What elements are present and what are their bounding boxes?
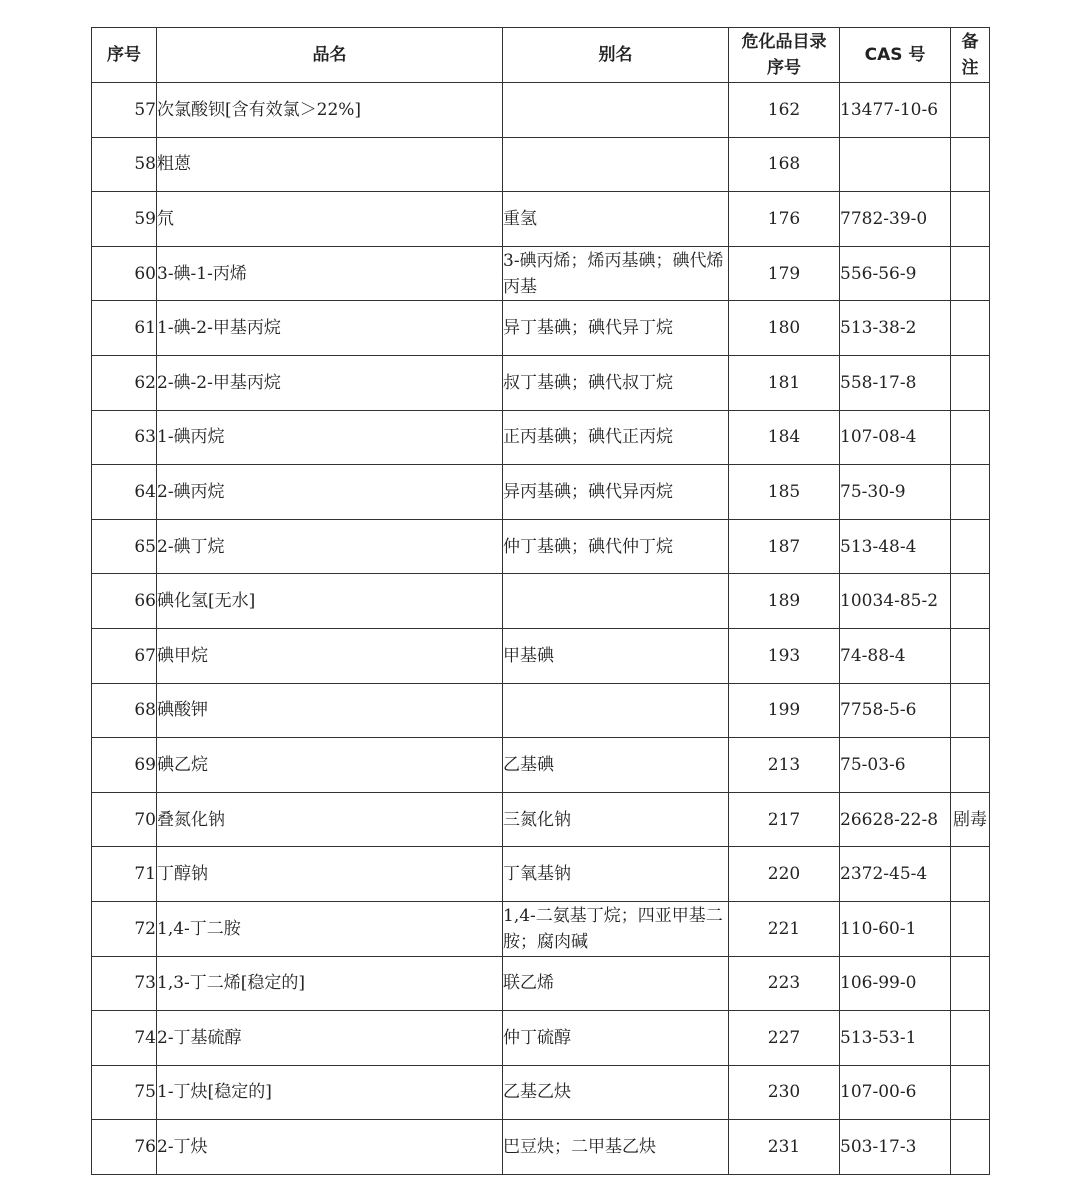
cell-catalog: 176 [729, 192, 840, 247]
cell-cas: 75-03-6 [840, 738, 951, 793]
cell-alias: 仲丁硫醇 [503, 1011, 729, 1066]
cell-seq: 67 [92, 628, 157, 683]
cell-name: 2-丁炔 [157, 1120, 503, 1175]
cell-seq: 66 [92, 574, 157, 629]
cell-alias [503, 683, 729, 738]
cell-seq: 63 [92, 410, 157, 465]
table-row [92, 1120, 990, 1175]
table-row [92, 847, 990, 902]
cell-seq: 70 [92, 792, 157, 847]
cell-note [951, 301, 990, 356]
cell-catalog: 179 [729, 246, 840, 301]
cell-cas: 26628-22-8 [840, 792, 951, 847]
cell-catalog: 223 [729, 956, 840, 1011]
cell-catalog: 231 [729, 1120, 840, 1175]
cell-seq: 72 [92, 901, 157, 956]
cell-seq: 64 [92, 465, 157, 520]
cell-alias: 甲基碘 [503, 628, 729, 683]
cell-cas: 556-56-9 [840, 246, 951, 301]
header-catalog-line1: 危化品目录 [741, 32, 827, 52]
cell-note [951, 192, 990, 247]
header-note-line2: 注 [961, 58, 979, 78]
cell-catalog: 187 [729, 519, 840, 574]
cell-catalog: 168 [729, 137, 840, 192]
table-row [92, 1011, 990, 1066]
cell-catalog: 181 [729, 355, 840, 410]
cell-note [951, 738, 990, 793]
cell-note [951, 83, 990, 138]
table-row [92, 628, 990, 683]
cell-seq: 60 [92, 246, 157, 301]
cell-seq: 69 [92, 738, 157, 793]
table-row [92, 192, 990, 247]
cell-note [951, 519, 990, 574]
cell-seq: 57 [92, 83, 157, 138]
cell-name: 粗蒽 [157, 137, 503, 192]
chemical-table [91, 27, 990, 1175]
cell-cas: 513-53-1 [840, 1011, 951, 1066]
table-row [92, 83, 990, 138]
cell-name: 3-碘-1-丙烯 [157, 246, 503, 301]
cell-catalog: 220 [729, 847, 840, 902]
header-note-line1: 备 [961, 32, 979, 52]
cell-catalog: 217 [729, 792, 840, 847]
cell-cas: 513-48-4 [840, 519, 951, 574]
cell-cas [840, 137, 951, 192]
cell-cas: 10034-85-2 [840, 574, 951, 629]
cell-alias: 丁氧基钠 [503, 847, 729, 902]
cell-alias: 叔丁基碘；碘代叔丁烷 [503, 355, 729, 410]
cell-alias: 三氮化钠 [503, 792, 729, 847]
cell-alias: 3-碘丙烯；烯丙基碘；碘代烯丙基 [503, 246, 729, 301]
header-cas: CAS 号 [840, 28, 951, 83]
cell-alias: 联乙烯 [503, 956, 729, 1011]
header-catalog [729, 28, 840, 83]
cell-catalog: 162 [729, 83, 840, 138]
cell-alias: 异丙基碘；碘代异丙烷 [503, 465, 729, 520]
cell-cas: 7758-5-6 [840, 683, 951, 738]
cell-note [951, 628, 990, 683]
table-row [92, 137, 990, 192]
header-name: 品名 [157, 28, 503, 83]
cell-catalog: 185 [729, 465, 840, 520]
header-note [951, 28, 990, 83]
cell-cas: 75-30-9 [840, 465, 951, 520]
cell-cas: 7782-39-0 [840, 192, 951, 247]
cell-cas: 107-08-4 [840, 410, 951, 465]
table-row [92, 355, 990, 410]
cell-name: 1-碘丙烷 [157, 410, 503, 465]
cell-name: 1,4-丁二胺 [157, 901, 503, 956]
cell-name: 碘甲烷 [157, 628, 503, 683]
cell-cas: 107-00-6 [840, 1065, 951, 1120]
table-row [92, 683, 990, 738]
cell-note [951, 1120, 990, 1175]
cell-cas: 2372-45-4 [840, 847, 951, 902]
table-row [92, 792, 990, 847]
table-row [92, 901, 990, 956]
cell-name: 1-丁炔[稳定的] [157, 1065, 503, 1120]
cell-note [951, 683, 990, 738]
cell-seq: 76 [92, 1120, 157, 1175]
cell-name: 氘 [157, 192, 503, 247]
header-alias: 别名 [503, 28, 729, 83]
cell-catalog: 193 [729, 628, 840, 683]
table-row [92, 301, 990, 356]
cell-seq: 74 [92, 1011, 157, 1066]
cell-alias: 仲丁基碘；碘代仲丁烷 [503, 519, 729, 574]
cell-seq: 58 [92, 137, 157, 192]
cell-catalog: 199 [729, 683, 840, 738]
cell-name: 丁醇钠 [157, 847, 503, 902]
cell-name: 2-丁基硫醇 [157, 1011, 503, 1066]
cell-name: 碘酸钾 [157, 683, 503, 738]
cell-note-toxic: 剧毒 [951, 792, 990, 847]
table-row [92, 1065, 990, 1120]
cell-cas: 513-38-2 [840, 301, 951, 356]
cell-catalog: 184 [729, 410, 840, 465]
cell-alias: 重氢 [503, 192, 729, 247]
cell-cas: 110-60-1 [840, 901, 951, 956]
cell-cas: 13477-10-6 [840, 83, 951, 138]
cell-seq: 75 [92, 1065, 157, 1120]
cell-name: 碘乙烷 [157, 738, 503, 793]
table-row [92, 410, 990, 465]
cell-name: 叠氮化钠 [157, 792, 503, 847]
cell-seq: 73 [92, 956, 157, 1011]
cell-name: 2-碘丙烷 [157, 465, 503, 520]
cell-name: 碘化氢[无水] [157, 574, 503, 629]
cell-seq: 59 [92, 192, 157, 247]
cell-note [951, 1011, 990, 1066]
cell-name: 2-碘-2-甲基丙烷 [157, 355, 503, 410]
cell-note [951, 847, 990, 902]
cell-alias [503, 574, 729, 629]
cell-note [951, 574, 990, 629]
cell-cas: 503-17-3 [840, 1120, 951, 1175]
cell-note [951, 410, 990, 465]
header-row [92, 28, 990, 83]
cell-alias: 正丙基碘；碘代正丙烷 [503, 410, 729, 465]
cell-catalog: 213 [729, 738, 840, 793]
cell-alias: 乙基碘 [503, 738, 729, 793]
cell-seq: 65 [92, 519, 157, 574]
cell-note [951, 956, 990, 1011]
cell-note [951, 1065, 990, 1120]
cell-note [951, 355, 990, 410]
cell-alias: 1,4-二氨基丁烷；四亚甲基二胺；腐肉碱 [503, 901, 729, 956]
table-row [92, 738, 990, 793]
cell-cas: 106-99-0 [840, 956, 951, 1011]
table-row [92, 246, 990, 301]
cell-name: 1-碘-2-甲基丙烷 [157, 301, 503, 356]
cell-name: 次氯酸钡[含有效氯＞22%] [157, 83, 503, 138]
table-header [92, 28, 990, 83]
cell-seq: 62 [92, 355, 157, 410]
cell-seq: 71 [92, 847, 157, 902]
table-row [92, 956, 990, 1011]
cell-note [951, 465, 990, 520]
table-row [92, 519, 990, 574]
cell-alias [503, 83, 729, 138]
table-body [92, 83, 990, 1175]
cell-alias: 异丁基碘；碘代异丁烷 [503, 301, 729, 356]
cell-name: 2-碘丁烷 [157, 519, 503, 574]
cell-catalog: 230 [729, 1065, 840, 1120]
table-row [92, 574, 990, 629]
cell-cas: 558-17-8 [840, 355, 951, 410]
cell-name: 1,3-丁二烯[稳定的] [157, 956, 503, 1011]
cell-seq: 61 [92, 301, 157, 356]
cell-catalog: 189 [729, 574, 840, 629]
cell-alias: 乙基乙炔 [503, 1065, 729, 1120]
header-catalog-line2: 序号 [767, 58, 801, 78]
header-seq: 序号 [92, 28, 157, 83]
cell-note [951, 246, 990, 301]
cell-catalog: 227 [729, 1011, 840, 1066]
cell-alias [503, 137, 729, 192]
cell-catalog: 221 [729, 901, 840, 956]
table-row [92, 465, 990, 520]
cell-alias: 巴豆炔；二甲基乙炔 [503, 1120, 729, 1175]
cell-catalog: 180 [729, 301, 840, 356]
cell-seq: 68 [92, 683, 157, 738]
cell-note [951, 901, 990, 956]
cell-cas: 74-88-4 [840, 628, 951, 683]
cell-note [951, 137, 990, 192]
